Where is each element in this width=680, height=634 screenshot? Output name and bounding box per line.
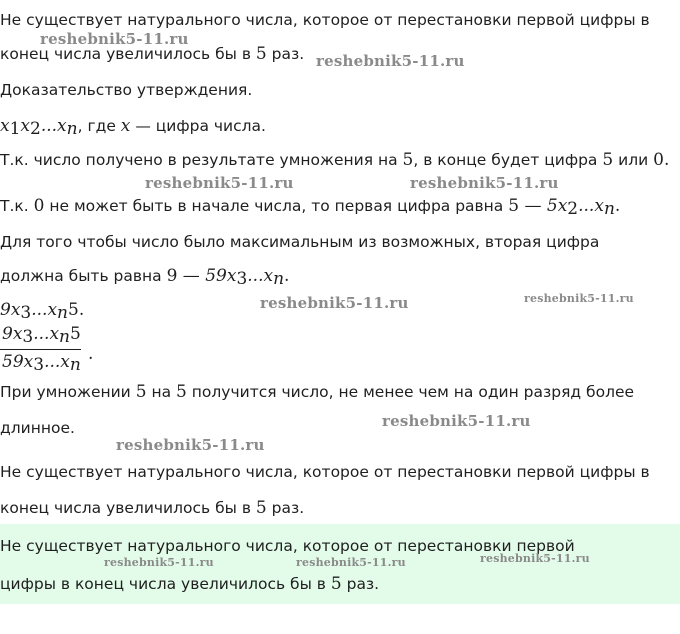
fraction-period: .	[88, 344, 94, 364]
math-var: 5x	[546, 196, 568, 216]
fraction	[0, 324, 81, 375]
text-fragment: получится число, не менее чем на один разряд более	[186, 383, 635, 401]
text-fragment: Для того чтобы число было максимальным из возможных, вторая цифра	[0, 233, 600, 251]
text-fragment: раз.	[266, 499, 305, 517]
text-fragment: , в конце будет цифра	[413, 151, 603, 169]
math-sub: 1	[9, 119, 21, 139]
math-number: 5	[135, 382, 147, 402]
text-line-4	[0, 116, 266, 139]
text-line-9	[0, 300, 84, 323]
math-number: 5	[176, 382, 187, 402]
text-fragment: раз.	[266, 45, 305, 63]
text-fragment: или	[613, 151, 654, 169]
text-fragment: — цифра числа.	[130, 117, 266, 135]
math-number: 0	[33, 196, 45, 216]
math-number: 9	[166, 266, 178, 286]
watermark: reshebnik5-11.ru	[524, 292, 634, 305]
math-var: ...x	[31, 300, 58, 320]
text-fragment: Не существует натурального числа, которое от перестановки первой цифры в	[0, 463, 650, 481]
watermark: reshebnik5-11.ru	[145, 174, 294, 192]
math-sub: n	[66, 119, 78, 139]
math-var: ...x	[247, 266, 274, 286]
text-fragment: раз.	[341, 575, 380, 593]
text-line-12	[0, 382, 634, 402]
text-fragment: не может быть в начале числа, то первая цифра равна	[44, 197, 509, 215]
text-fragment: длинное.	[0, 419, 75, 437]
watermark: reshebnik5-11.ru	[260, 294, 409, 312]
watermark: reshebnik5-11.ru	[116, 436, 265, 454]
math-sub: 3	[236, 269, 248, 289]
text-line-2	[0, 44, 304, 64]
math-sub: 3	[33, 355, 45, 375]
math-number: 0	[653, 150, 664, 170]
text-line-8	[0, 266, 289, 289]
watermark: reshebnik5-11.ru	[296, 556, 406, 569]
math-number: 5.	[68, 300, 85, 320]
math-var: ...x	[578, 196, 604, 216]
math-punct: .	[284, 266, 290, 286]
answer-line-2	[0, 574, 379, 594]
math-sub: n	[57, 303, 68, 323]
text-fragment: При умножении	[0, 383, 136, 401]
text-fragment: Доказательство утверждения.	[0, 81, 253, 99]
watermark: reshebnik5-11.ru	[40, 30, 189, 48]
text-fragment: , где	[77, 117, 121, 135]
math-number: 5	[255, 44, 267, 64]
text-fragment: цифры в конец числа увеличилось бы в	[0, 575, 331, 593]
text-fragment: конец числа увеличилось бы в	[0, 45, 256, 63]
text-line-5	[0, 150, 669, 170]
text-fragment: конец числа увеличилось бы в	[0, 499, 256, 517]
math-var: 59x	[2, 352, 34, 372]
math-var: 9x	[2, 324, 23, 344]
math-dash: —	[519, 196, 547, 216]
math-number: 5	[508, 196, 520, 216]
text-line-13	[0, 418, 75, 438]
watermark: reshebnik5-11.ru	[316, 52, 465, 70]
math-sub: n	[603, 199, 615, 219]
text-line-1	[0, 10, 650, 30]
math-number: 5	[70, 324, 81, 344]
math-var: 59x	[205, 266, 237, 286]
fraction-numerator	[0, 324, 81, 350]
text-line-7	[0, 232, 599, 252]
math-var: x	[120, 116, 131, 136]
math-sub: 2	[567, 199, 579, 219]
text-line-6	[0, 196, 620, 219]
text-line-14	[0, 462, 650, 482]
math-sub: n	[273, 269, 285, 289]
math-number: 5	[602, 150, 614, 170]
text-fragment: на	[146, 383, 177, 401]
text-line-3	[0, 80, 252, 100]
math-var: x	[0, 116, 10, 136]
math-var: ...x	[40, 116, 67, 136]
math-sub: 3	[20, 303, 32, 323]
watermark: reshebnik5-11.ru	[104, 556, 214, 569]
math-number: 5	[255, 498, 267, 518]
math-var: ...x	[44, 352, 70, 372]
fraction-denominator	[0, 350, 81, 375]
math-number: 5	[330, 574, 342, 594]
watermark: reshebnik5-11.ru	[480, 552, 590, 565]
math-number: 5	[402, 150, 414, 170]
math-var: ...x	[33, 324, 60, 344]
text-fragment: Не существует натурального числа, которое от перестановки первой цифры в	[0, 11, 650, 29]
text-line-15	[0, 498, 304, 518]
math-var: 9x	[0, 300, 21, 320]
text-fragment: Т.к. число получено в результате умножения на	[0, 151, 403, 169]
math-punct: .	[614, 196, 621, 216]
text-fragment: должна быть равна	[0, 267, 167, 285]
math-sub: 2	[30, 119, 41, 139]
math-punct: .	[663, 150, 670, 170]
math-dash: —	[177, 266, 206, 286]
math-sub: n	[59, 327, 70, 347]
math-sub: n	[69, 355, 81, 375]
text-fragment: Не существует натурального числа, которое от перестановки первой	[0, 537, 575, 555]
watermark: reshebnik5-11.ru	[410, 174, 559, 192]
math-var: x	[20, 116, 31, 136]
math-sub: 3	[22, 327, 34, 347]
watermark: reshebnik5-11.ru	[382, 412, 531, 430]
text-fragment: Т.к.	[0, 197, 34, 215]
